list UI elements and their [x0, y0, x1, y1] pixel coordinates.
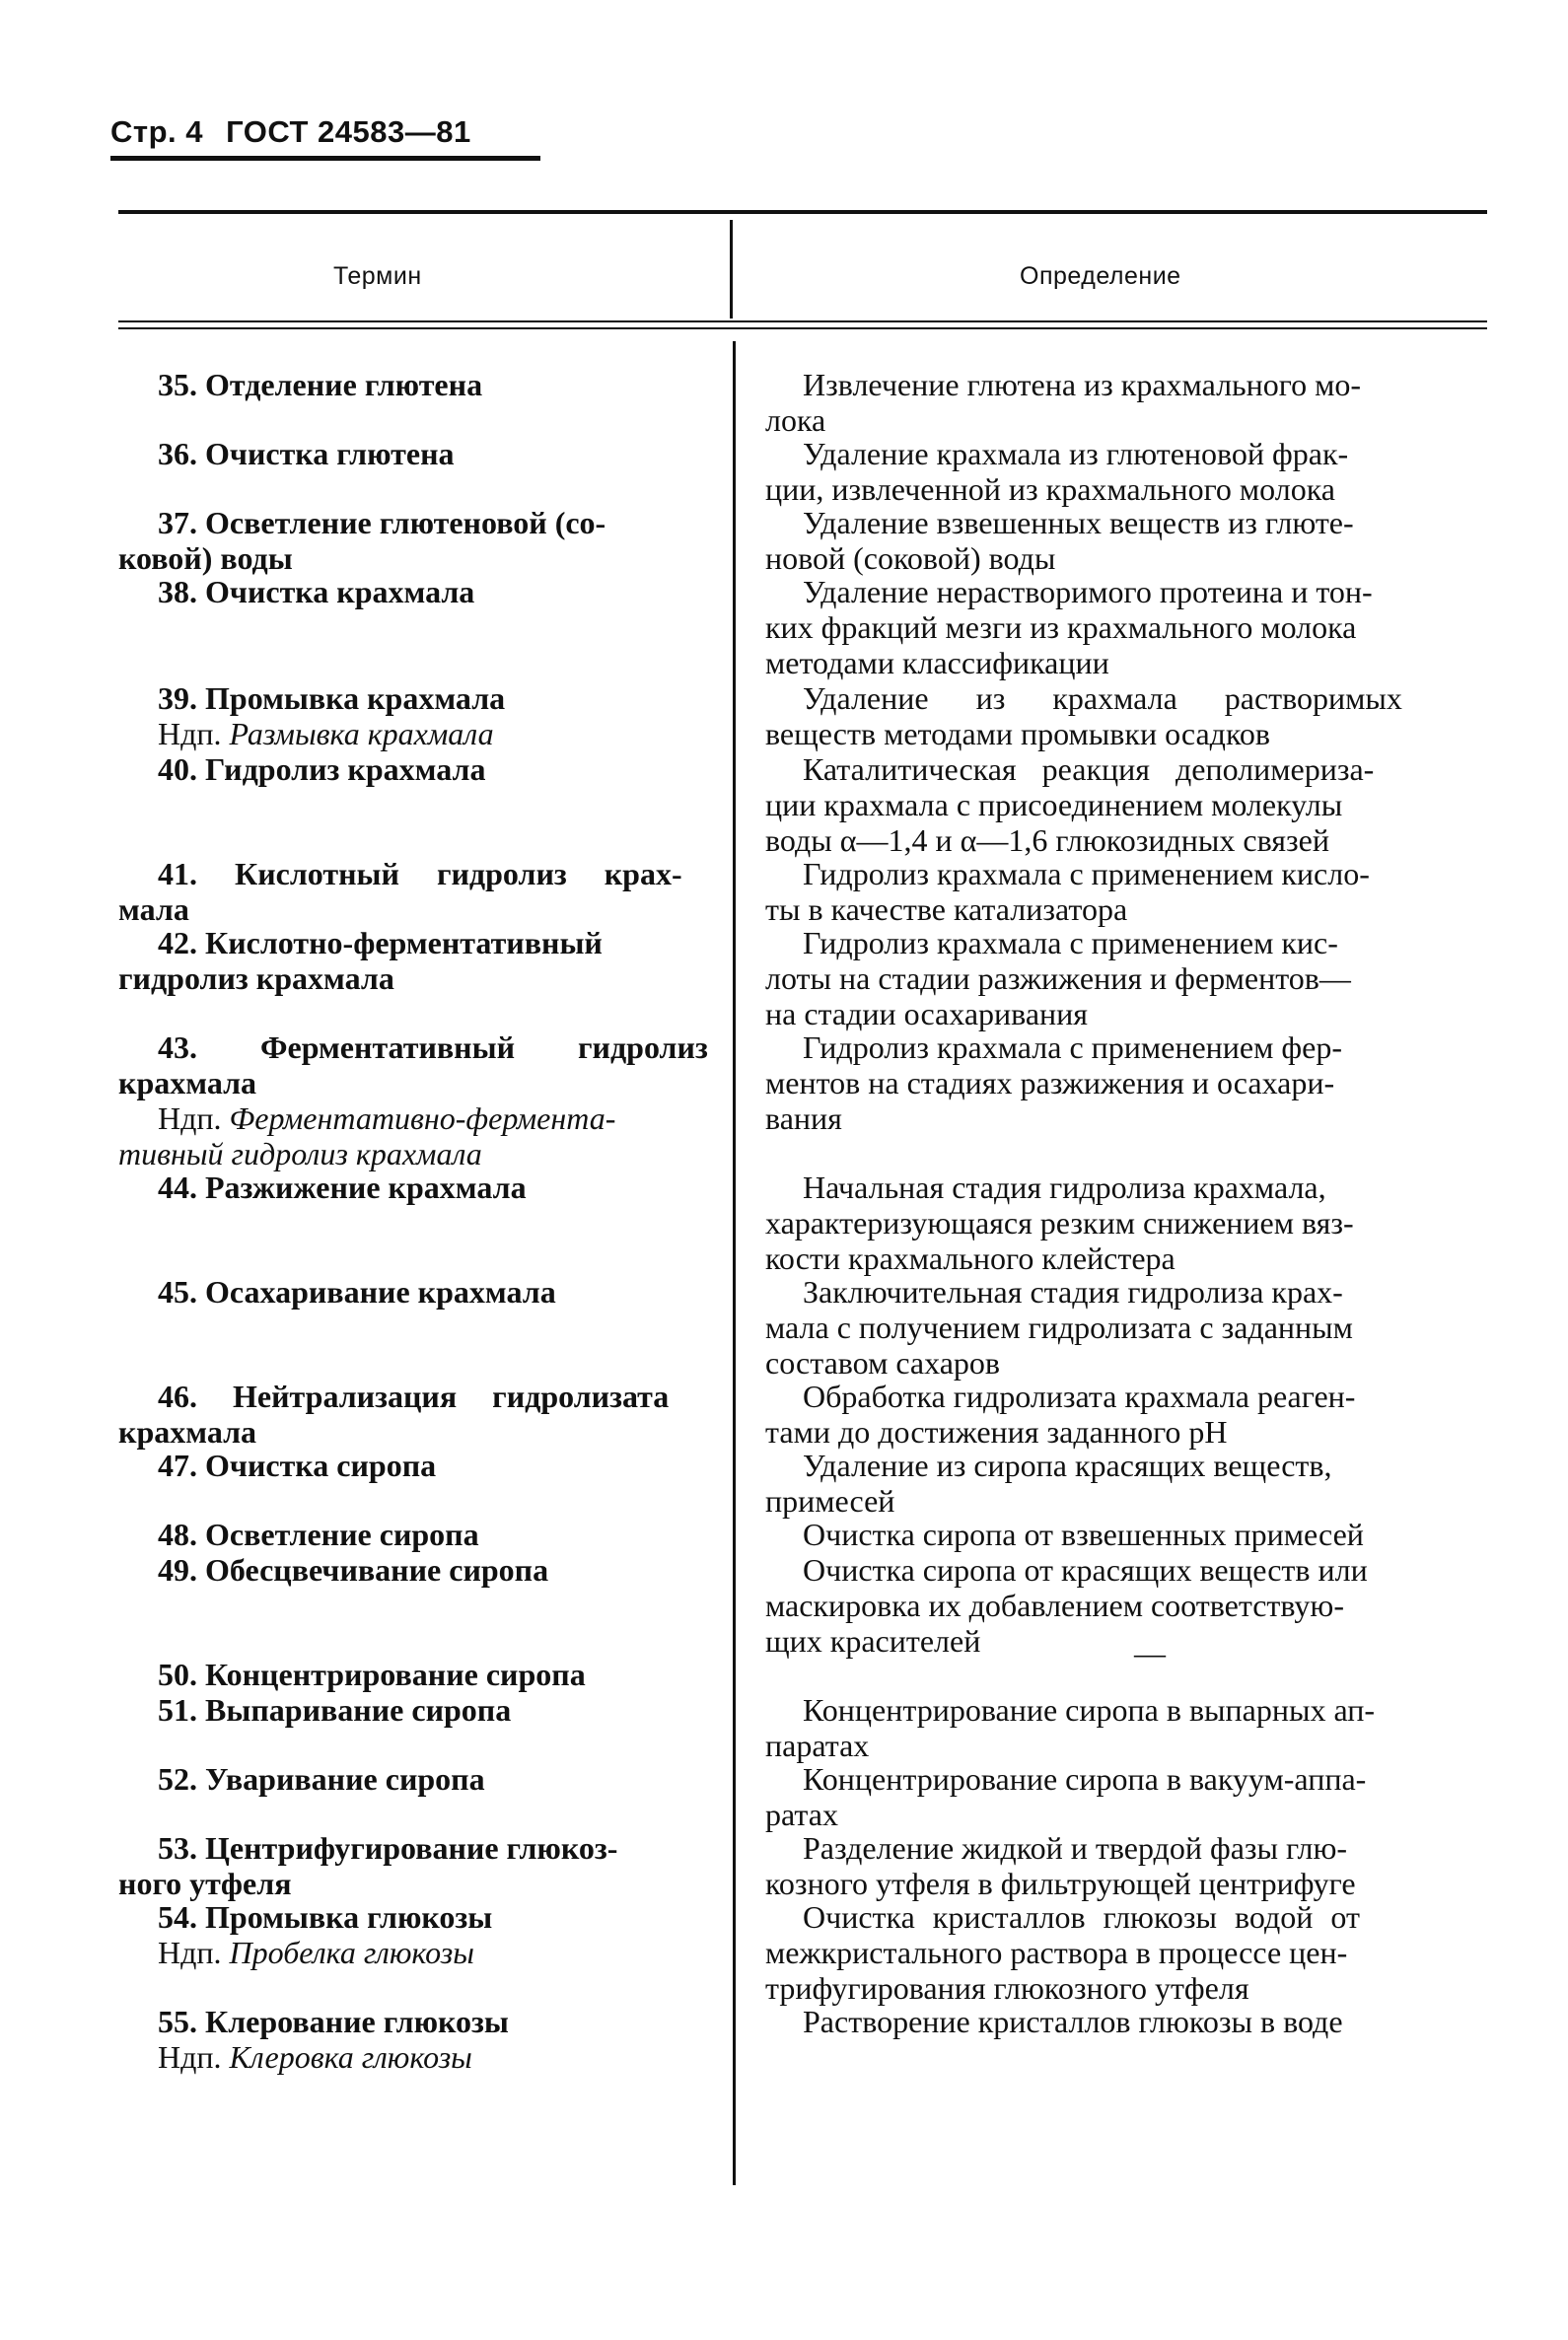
definition-entry	[765, 1692, 1495, 1763]
definition-line: Заключительная стадия гидролиза крах-	[803, 1274, 1343, 1310]
term-entry	[118, 1657, 710, 1692]
page-number: Стр. 4	[110, 114, 203, 149]
definition-line: воды α—1,4 и α—1,6 глюкозидных связей	[765, 822, 1329, 858]
term-name: 46. Нейтрализация гидролизата	[158, 1379, 670, 1414]
term-entry	[118, 680, 710, 751]
term-name: 41. Кислотный гидролиз крах-	[158, 856, 682, 891]
header-double-rule-bottom	[118, 327, 1487, 329]
term-entry	[118, 1170, 710, 1205]
term-entry	[118, 751, 710, 787]
definition-line: щих красителей	[765, 1623, 981, 1659]
definition-dash: —	[1134, 1635, 1166, 1670]
definition-line: новой (соковой) воды	[765, 540, 1056, 576]
definition-entry	[765, 1830, 1495, 1901]
term-entry	[118, 2004, 710, 2075]
definition-entry	[765, 2004, 1495, 2039]
term-entry	[118, 1552, 710, 1588]
definition-line: Удаление крахмала из глютеновой фрак-	[803, 436, 1349, 471]
definition-line: Удаление из сиропа красящих веществ,	[803, 1448, 1332, 1483]
definition-entry	[765, 1379, 1495, 1450]
rejected-synonym: Ндп. Клеровка глюкозы	[158, 2039, 472, 2075]
definition-line: методами классификации	[765, 645, 1109, 680]
definition-entry	[765, 1170, 1495, 1276]
definition-entry	[765, 1029, 1495, 1136]
rejected-synonym: Ндп. Размывка крахмала	[158, 716, 494, 751]
definition-line: Начальная стадия гидролиза крахмала,	[803, 1170, 1326, 1205]
definition-entry	[765, 1761, 1495, 1832]
term-entry	[118, 1899, 710, 1970]
definition-line: ции крахмала с присоединением молекулы	[765, 787, 1343, 822]
definition-line: ции, извлеченной из крахмального молока	[765, 471, 1335, 507]
term-name: 51. Выпаривание сиропа	[158, 1692, 512, 1728]
term-entry	[118, 925, 710, 996]
definition-line: ментов на стадиях разжижения и осахари-	[765, 1065, 1335, 1100]
term-name: 47. Очистка сиропа	[158, 1448, 437, 1483]
term-entry	[118, 505, 710, 576]
definition-line: Очистка сиропа от красящих веществ или	[803, 1552, 1368, 1588]
term-name-continued: ковой) воды	[118, 540, 293, 576]
column-divider	[733, 341, 736, 2185]
definition-line: Удаление взвешенных веществ из глюте-	[803, 505, 1354, 540]
term-name: 35. Отделение глютена	[158, 367, 483, 402]
definition-entry	[765, 680, 1495, 751]
definition-line: Концентрирование сиропа в вакуум-аппа-	[803, 1761, 1367, 1797]
term-entry	[118, 1692, 710, 1728]
definition-line: мала с получением гидролизата с заданным	[765, 1310, 1353, 1345]
definition-line: Очистка сиропа от взвешенных примесей	[803, 1517, 1364, 1552]
term-name: 55. Клерование глюкозы	[158, 2004, 509, 2039]
term-name-continued: мала	[118, 891, 189, 927]
term-name: 52. Уваривание сиропа	[158, 1761, 485, 1797]
definition-line: ты в качестве катализатора	[765, 891, 1128, 927]
definition-line: козного утфеля в фильтрующей центрифуге	[765, 1866, 1356, 1901]
definition-line: вания	[765, 1100, 842, 1136]
definition-line: маскировка их добавлением соответствую-	[765, 1588, 1344, 1623]
definition-entry	[765, 856, 1495, 927]
definition-line: Очистка кристаллов глюкозы водой от	[803, 1899, 1360, 1935]
rejected-synonym: Ндп. Ферментативно-фермента-	[158, 1100, 616, 1136]
term-name: 50. Концентрирование сиропа	[158, 1657, 586, 1692]
definition-entry	[765, 436, 1495, 507]
term-name: 45. Осахаривание крахмала	[158, 1274, 556, 1310]
definition-line: трифугирования глюкозного утфеля	[765, 1970, 1249, 2006]
table-top-rule	[118, 210, 1487, 214]
term-name: 36. Очистка глютена	[158, 436, 455, 471]
term-entry	[118, 367, 710, 402]
definition-line: Растворение кристаллов глюкозы в воде	[803, 2004, 1343, 2039]
column-header-term: Термин	[333, 262, 422, 290]
term-entry	[118, 436, 710, 471]
definition-line: Извлечение глютена из крахмального мо-	[803, 367, 1361, 402]
definition-line: Гидролиз крахмала с применением кис-	[803, 925, 1338, 960]
definition-line: Удаление нерастворимого протеина и тон-	[803, 574, 1373, 609]
term-entry	[118, 1379, 710, 1450]
term-name: 42. Кислотно-ферментативный	[158, 925, 603, 960]
term-name-continued: крахмала	[118, 1065, 257, 1100]
definition-line: веществ методами промывки осадков	[765, 716, 1270, 751]
header-double-rule-top	[118, 320, 1487, 322]
definition-line: лоты на стадии разжижения и ферментов—	[765, 960, 1351, 996]
definition-line: паратах	[765, 1728, 870, 1763]
definition-line: Концентрирование сиропа в выпарных ап-	[803, 1692, 1376, 1728]
definition-line: Каталитическая реакция деполимериза-	[803, 751, 1375, 787]
term-entry	[118, 1761, 710, 1797]
definition-line: Гидролиз крахмала с применением фер-	[803, 1029, 1342, 1065]
term-name: 54. Промывка глюкозы	[158, 1899, 493, 1935]
definition-entry	[765, 574, 1495, 680]
term-name: 44. Разжижение крахмала	[158, 1170, 527, 1205]
term-name: 38. Очистка крахмала	[158, 574, 475, 609]
definition-entry	[765, 1899, 1495, 2006]
definition-line: Удаление из крахмала растворимых	[803, 680, 1402, 716]
term-entry	[118, 1830, 710, 1901]
definition-line: кости крахмального клейстера	[765, 1241, 1176, 1276]
term-name-continued: гидролиз крахмала	[118, 960, 394, 996]
term-name-continued: крахмала	[118, 1414, 257, 1450]
term-name: 40. Гидролиз крахмала	[158, 751, 486, 787]
definition-line: лока	[765, 402, 826, 438]
column-divider-header	[730, 220, 733, 319]
definition-line: межкристального раствора в процессе цен-	[765, 1935, 1348, 1970]
definition-entry	[765, 1448, 1495, 1519]
definition-entry	[765, 367, 1495, 438]
page-header	[110, 114, 485, 150]
term-entry	[118, 1448, 710, 1483]
term-name: 48. Осветление сиропа	[158, 1517, 479, 1552]
definition-line: Гидролиз крахмала с применением кисло-	[803, 856, 1370, 891]
definition-line: Обработка гидролизата крахмала реаген-	[803, 1379, 1356, 1414]
term-entry	[118, 1029, 710, 1171]
definition-line: Разделение жидкой и твердой фазы глю-	[803, 1830, 1348, 1866]
rejected-synonym-continued: тивный гидролиз крахмала	[118, 1136, 482, 1171]
definition-line: примесей	[765, 1483, 895, 1519]
standard-number: ГОСТ 24583—81	[226, 114, 471, 149]
term-entry	[118, 1274, 710, 1310]
term-entry	[118, 856, 710, 927]
term-name: 43. Ферментативный гидролиз	[158, 1029, 708, 1065]
definition-line: тами до достижения заданного pH	[765, 1414, 1228, 1450]
definition-line: на стадии осахаривания	[765, 996, 1088, 1031]
definition-line: ких фракций мезги из крахмального молока	[765, 609, 1357, 645]
definition-entry	[765, 505, 1495, 576]
term-name: 53. Центрифугирование глюкоз-	[158, 1830, 618, 1866]
term-name: 39. Промывка крахмала	[158, 680, 506, 716]
definition-entry	[765, 925, 1495, 1031]
term-entry	[118, 1517, 710, 1552]
term-name: 37. Осветление глютеновой (со-	[158, 505, 606, 540]
term-name-continued: ного утфеля	[118, 1866, 292, 1901]
definition-entry	[765, 751, 1495, 858]
definition-line: характеризующаяся резким снижением вяз-	[765, 1205, 1354, 1241]
rejected-synonym: Ндп. Пробелка глюкозы	[158, 1935, 474, 1970]
term-name: 49. Обесцвечивание сиропа	[158, 1552, 549, 1588]
definition-line: составом сахаров	[765, 1345, 1000, 1381]
definition-entry	[765, 1274, 1495, 1381]
definition-entry	[765, 1552, 1495, 1659]
definition-line: ратах	[765, 1797, 838, 1832]
definition-entry	[765, 1517, 1495, 1552]
term-entry	[118, 574, 710, 609]
column-header-definition: Определение	[1020, 262, 1181, 290]
header-rule	[110, 156, 540, 161]
